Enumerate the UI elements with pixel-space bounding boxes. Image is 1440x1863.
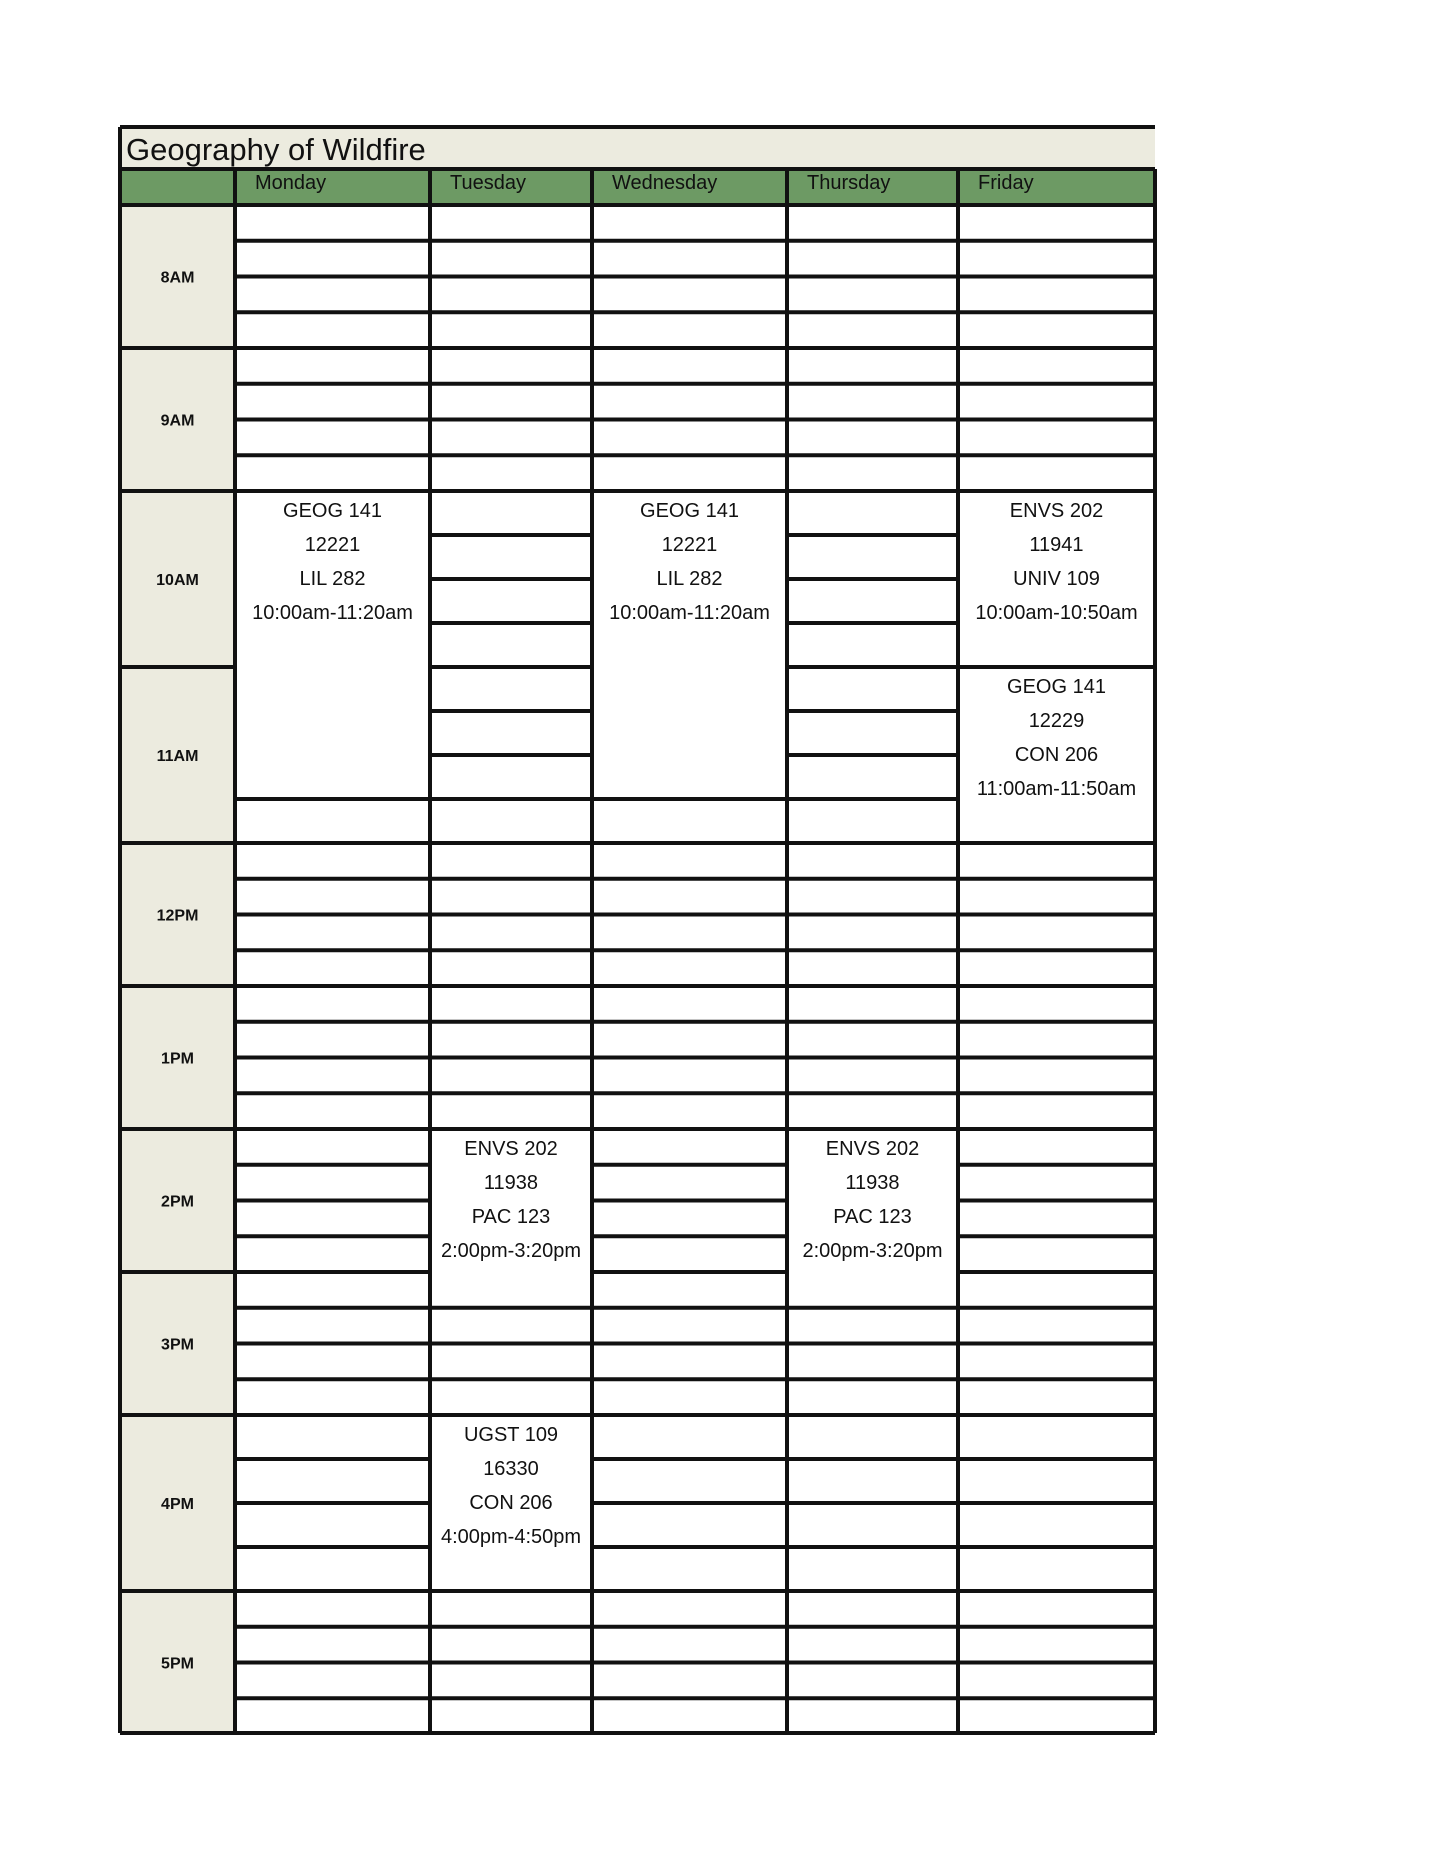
hour-label-2pm: 2PM: [161, 1193, 194, 1211]
hour-label-9am: 9AM: [160, 412, 195, 430]
hour-label-10am: 10AM: [156, 572, 199, 589]
hour-label-8am: 8AM: [160, 269, 195, 287]
hour-label-4pm: 4PM: [161, 1496, 194, 1513]
course-line: UNIV 109: [1013, 568, 1100, 590]
course-line: 11938: [483, 1172, 539, 1194]
course-line: UGST 109: [463, 1424, 559, 1446]
course-line: PAC 123: [833, 1206, 912, 1228]
course-line: 10:00am-11:20am: [609, 602, 770, 624]
course-line: 10:00am-10:50am: [975, 602, 1138, 624]
course-line: 12221: [661, 534, 718, 556]
course-line: 11941: [1029, 534, 1084, 556]
hour-label-11am: 11AM: [156, 748, 199, 765]
course-line: LIL 282: [656, 568, 723, 590]
day-header-tuesday: Tuesday: [450, 172, 526, 194]
course-line: 2:00pm-3:20pm: [802, 1240, 943, 1262]
hour-label-3pm: 3PM: [161, 1336, 194, 1354]
course-line: CON 206: [1014, 744, 1099, 766]
course-line: LIL 282: [299, 568, 366, 590]
course-line: 12229: [1028, 710, 1085, 732]
course-line: 12221: [304, 534, 361, 556]
course-line: 11938: [845, 1172, 900, 1194]
course-line: ENVS 202: [1009, 500, 1104, 522]
course-line: PAC 123: [471, 1206, 551, 1228]
course-line: 4:00pm-4:50pm: [440, 1526, 582, 1548]
day-header-wednesday: Wednesday: [612, 172, 718, 194]
day-header-thursday: Thursday: [807, 172, 891, 194]
hour-label-12pm: 12PM: [156, 907, 199, 925]
course-line: 2:00pm-3:20pm: [440, 1240, 582, 1262]
course-line: CON 206: [469, 1492, 553, 1514]
hour-label-1pm: 1PM: [161, 1050, 194, 1068]
course-line: ENVS 202: [825, 1138, 920, 1160]
course-line: GEOG 141: [283, 500, 382, 522]
course-line: ENVS 202: [464, 1138, 558, 1160]
hour-label-5pm: 5PM: [161, 1655, 194, 1673]
day-header-monday: Monday: [255, 172, 327, 194]
course-line: 16330: [483, 1458, 539, 1480]
page-title: Geography of Wildfire: [126, 132, 426, 167]
course-line: 11:00am-11:50am: [976, 778, 1137, 800]
day-header-friday: Friday: [978, 172, 1034, 194]
course-line: GEOG 141: [1007, 676, 1106, 698]
course-line: GEOG 141: [640, 500, 739, 522]
course-line: 10:00am-11:20am: [252, 602, 413, 624]
